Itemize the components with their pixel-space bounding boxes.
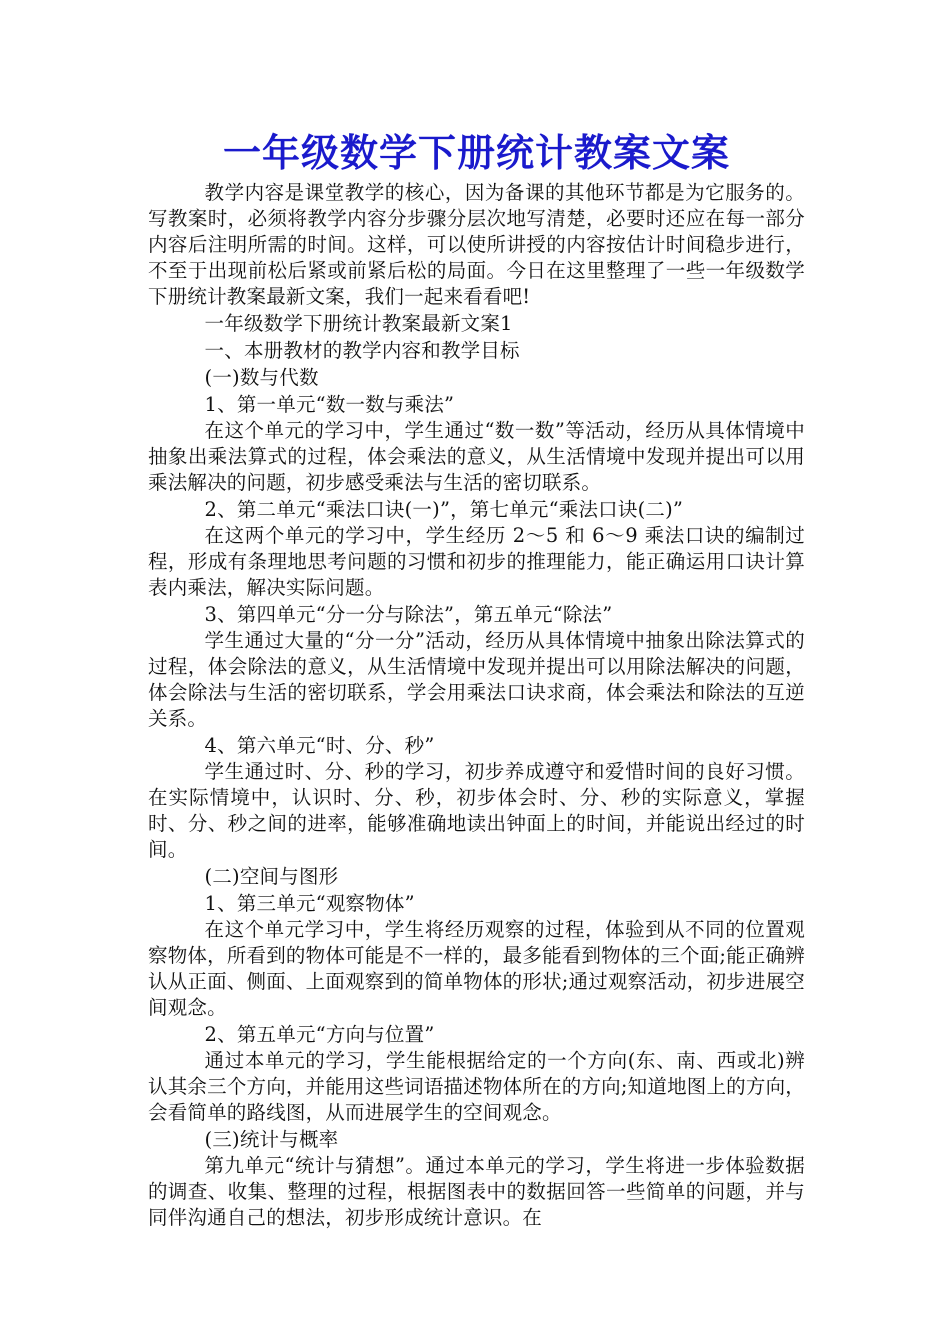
section-heading: 3、第四单元“分一分与除法”，第五单元“除法” bbox=[204, 603, 613, 626]
body-paragraph: 第九单元“统计与猜想”。通过本单元的学习，学生将进一步体验数据的调查、收集、整理的过程，根据图表中的数据回答一些简单的问题，并与同伴沟通自己的想法，初步形成统计意识。在 bbox=[148, 1154, 805, 1229]
body-paragraph: 学生通过时、分、秒的学习，初步养成遵守和爱惜时间的良好习惯。在实际情境中，认识时、分、秒，初步体会时、分、秒的实际意义，掌握时、分、秒之间的进率，能够准确地读出钟面上的时间，并能说出经过的时间。 bbox=[148, 760, 805, 861]
body-paragraph: 在这两个单元的学习中，学生经历 2～5 和 6～9 乘法口诀的编制过程，形成有条理地思考问题的习惯和初步的推理能力，能正确运用口诀计算表内乘法，解决实际问题。 bbox=[148, 524, 805, 599]
section-heading: 一年级数学下册统计教案最新文案1 bbox=[204, 312, 513, 335]
document-title: 一年级数学下册统计教案文案 bbox=[222, 130, 730, 175]
section-heading: (三)统计与概率 bbox=[204, 1128, 339, 1151]
body-paragraph: 在这个单元的学习中，学生通过“数一数”等活动，经历从具体情境中抽象出乘法算式的过程，体会乘法的意义，从生活情境中发现并提出可以用乘法解决的问题，初步感受乘法与生活的密切联系。 bbox=[148, 419, 805, 494]
document-body bbox=[148, 180, 805, 1231]
section-heading: 2、第五单元“方向与位置” bbox=[204, 1023, 435, 1046]
body-paragraph: 通过本单元的学习，学生能根据给定的一个方向(东、南、西或北)辨认其余三个方向，并能用这些词语描述物体所在的方向;知道地图上的方向，会看简单的路线图，从而进展学生的空间观念。 bbox=[148, 1049, 805, 1124]
body-paragraph: 教学内容是课堂教学的核心，因为备课的其他环节都是为它服务的。写教案时，必须将教学内容分步骤分层次地写清楚，必要时还应在每一部分内容后注明所需的时间。这样，可以使所讲授的内容按估计时间稳步进行，不至于出现前松后紧或前紧后松的局面。今日在这里整理了一些一年级数学下册统计教案最新文案，我们一起来看看吧! bbox=[148, 181, 805, 308]
section-heading: (一)数与代数 bbox=[204, 366, 319, 389]
section-heading: 1、第三单元“观察物体” bbox=[204, 892, 415, 915]
body-paragraph: 学生通过大量的“分一分”活动，经历从具体情境中抽象出除法算式的过程，体会除法的意义，从生活情境中发现并提出可以用除法解决的问题，体会除法与生活的密切联系，学会用乘法口诀求商，体会乘法和除法的互逆关系。 bbox=[148, 629, 805, 730]
section-heading: 1、第一单元“数一数与乘法” bbox=[204, 393, 455, 416]
body-paragraph: 在这个单元学习中，学生将经历观察的过程，体验到从不同的位置观察物体，所看到的物体可能是不一样的，最多能看到物体的三个面;能正确辨认从正面、侧面、上面观察到的简单物体的形状;通过观察活动，初步进展空间观念。 bbox=[148, 918, 805, 1019]
section-heading: 2、第二单元“乘法口诀(一)”，第七单元“乘法口诀(二)” bbox=[204, 498, 684, 521]
section-heading: (二)空间与图形 bbox=[204, 865, 339, 888]
section-heading: 4、第六单元“时、分、秒” bbox=[204, 734, 435, 757]
document-page bbox=[148, 128, 805, 1231]
section-heading: 一、本册教材的教学内容和教学目标 bbox=[204, 339, 520, 362]
